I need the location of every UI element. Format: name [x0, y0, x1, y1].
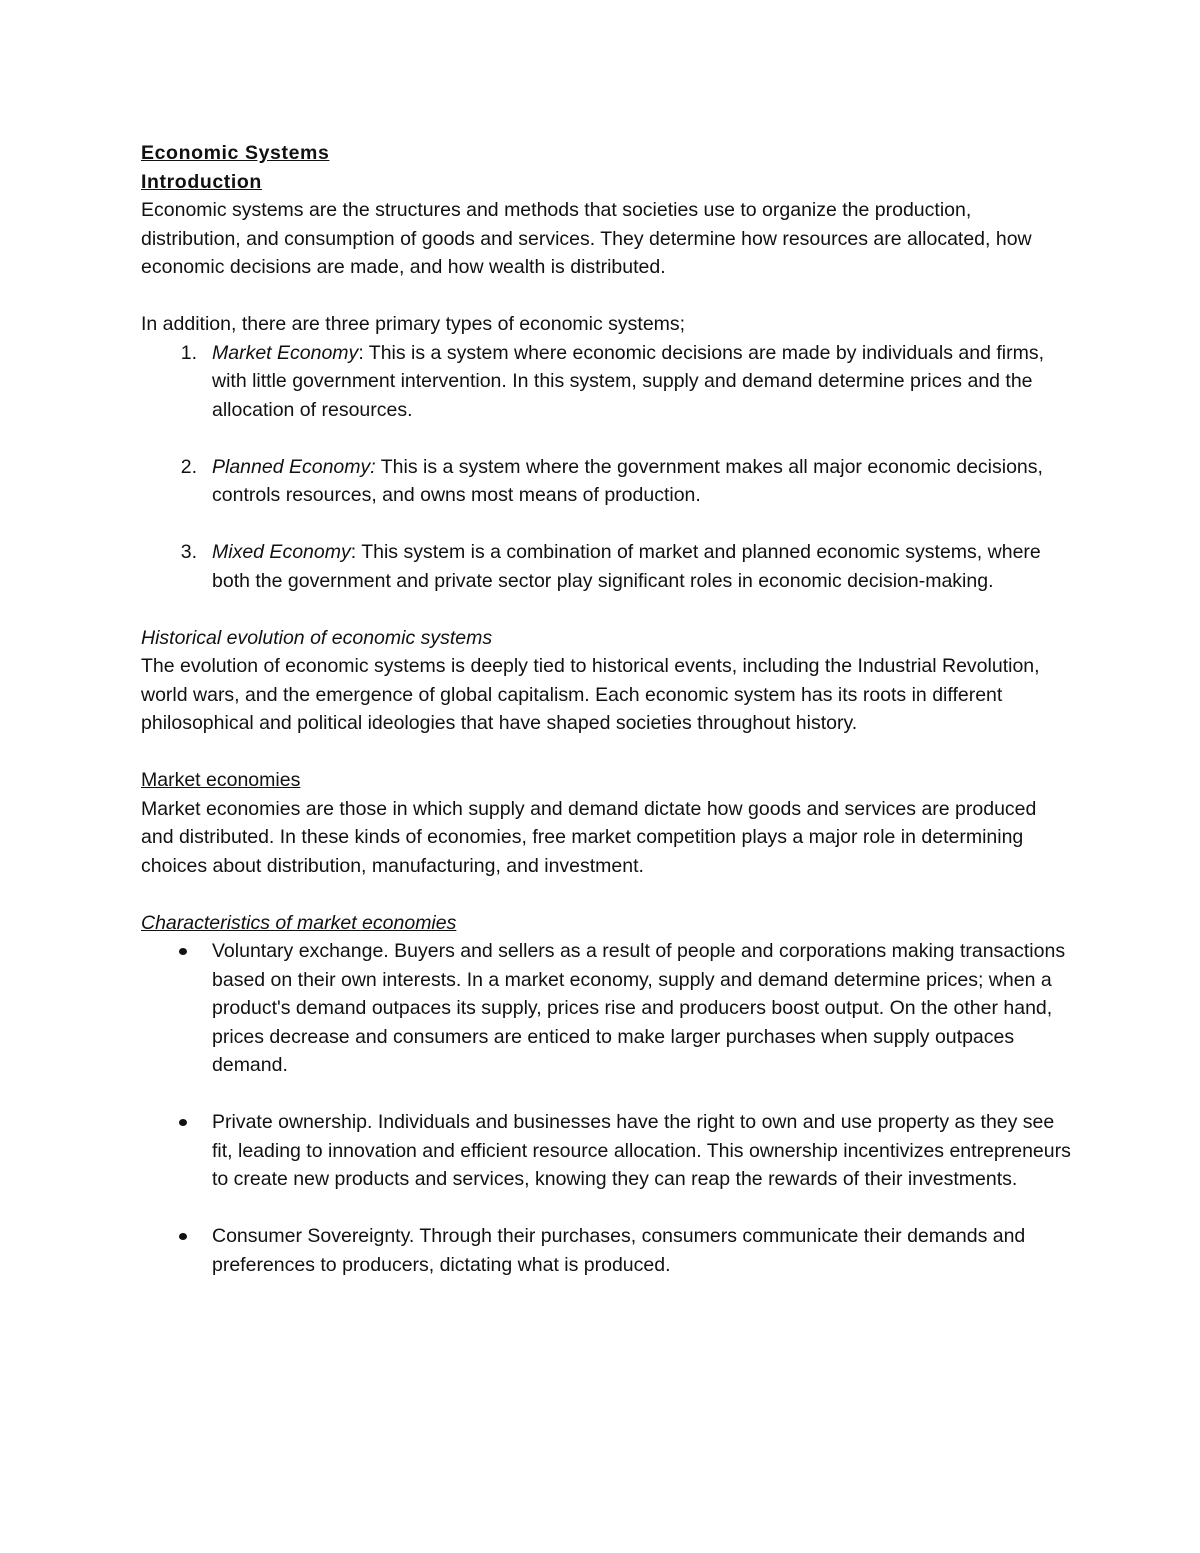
market-economies-heading: Market economies: [141, 769, 301, 791]
spacer: [141, 1080, 1071, 1109]
spacer: [141, 595, 1071, 624]
term-planned-economy: Planned Economy:: [212, 455, 376, 478]
spacer: [141, 1194, 1071, 1223]
characteristics-list: [141, 937, 1071, 1279]
spacer: [141, 424, 1071, 453]
definition-text: This is a system where the government makes all major economic decisions, controls resources, and owns most means of production.: [212, 455, 1043, 506]
spacer: [141, 510, 1071, 539]
history-heading: Historical evolution of economic systems: [141, 626, 493, 649]
list-item-mixed-economy: [141, 538, 1071, 595]
bullet-item-voluntary-exchange: [141, 937, 1071, 1080]
document-title: Economic Systems: [141, 142, 330, 164]
introduction-paragraph: Economic systems are the structures and methods that societies use to organize the production, distribution, and consumption of goods and services. They determine how resources are allocated, how economic decisions are made, and how wealth is distributed.: [141, 199, 1032, 278]
history-paragraph: The evolution of economic systems is deeply tied to historical events, including the Industrial Revolution, world wars, and the emergence of global capitalism. Each economic system has its roots in different philosophical and political ideologies that have shaped societies throughout history.: [141, 655, 1040, 734]
list-number: 2.: [180, 455, 197, 478]
term-market-economy: Market Economy: [212, 341, 359, 364]
bullet-icon: [179, 1233, 187, 1240]
bullet-icon: [179, 1119, 187, 1126]
spacer: [141, 282, 1071, 311]
economy-types-list: [141, 339, 1071, 596]
list-item-planned-economy: [141, 453, 1071, 510]
types-lead-paragraph: In addition, there are three primary types of economic systems;: [141, 313, 686, 335]
term-mixed-economy: Mixed Economy: [212, 541, 351, 563]
bullet-text: Consumer Sovereignty. Through their purchases, consumers communicate their demands and preferences to producers, dictating what is produced.: [212, 1225, 1026, 1276]
spacer: [141, 880, 1071, 909]
spacer: [141, 738, 1071, 767]
list-number: 1.: [180, 341, 197, 364]
characteristics-heading: Characteristics of market economies: [141, 911, 457, 934]
list-number: 3.: [180, 541, 197, 563]
document-page: [141, 139, 1071, 1279]
bullet-item-private-ownership: [141, 1108, 1071, 1194]
market-economies-paragraph: Market economies are those in which supply and demand dictate how goods and services are produced and distributed. In these kinds of economies, free market competition plays a major role in determining choices about distribution, manufacturing, and investment.: [141, 797, 1037, 877]
bullet-text: Private ownership. Individuals and businesses have the right to own and use property as they see fit, leading to innovation and efficient resource allocation. This ownership incentivizes entrepreneurs to create new products and services, knowing they can reap the rewards of their investments.: [212, 1111, 1071, 1190]
definition-text: : This system is a combination of market and planned economic systems, where both the government and private sector play significant roles in economic decision-making.: [212, 541, 1041, 592]
introduction-heading: Introduction: [141, 170, 262, 193]
bullet-item-consumer-sovereignty: [141, 1222, 1071, 1279]
definition-text: : This is a system where economic decisions are made by individuals and firms, with little government intervention. In this system, supply and demand determine prices and the allocation of resources.: [212, 341, 1044, 421]
list-item-market-economy: [141, 339, 1071, 425]
bullet-icon: [179, 948, 187, 955]
bullet-text: Voluntary exchange. Buyers and sellers as a result of people and corporations making transactions based on their own interests. In a market economy, supply and demand determine prices; when a product's demand outpaces its supply, prices rise and producers boost output. On the other hand, prices decrease and consumers are enticed to make larger purchases when supply outpaces demand.: [212, 940, 1066, 1076]
